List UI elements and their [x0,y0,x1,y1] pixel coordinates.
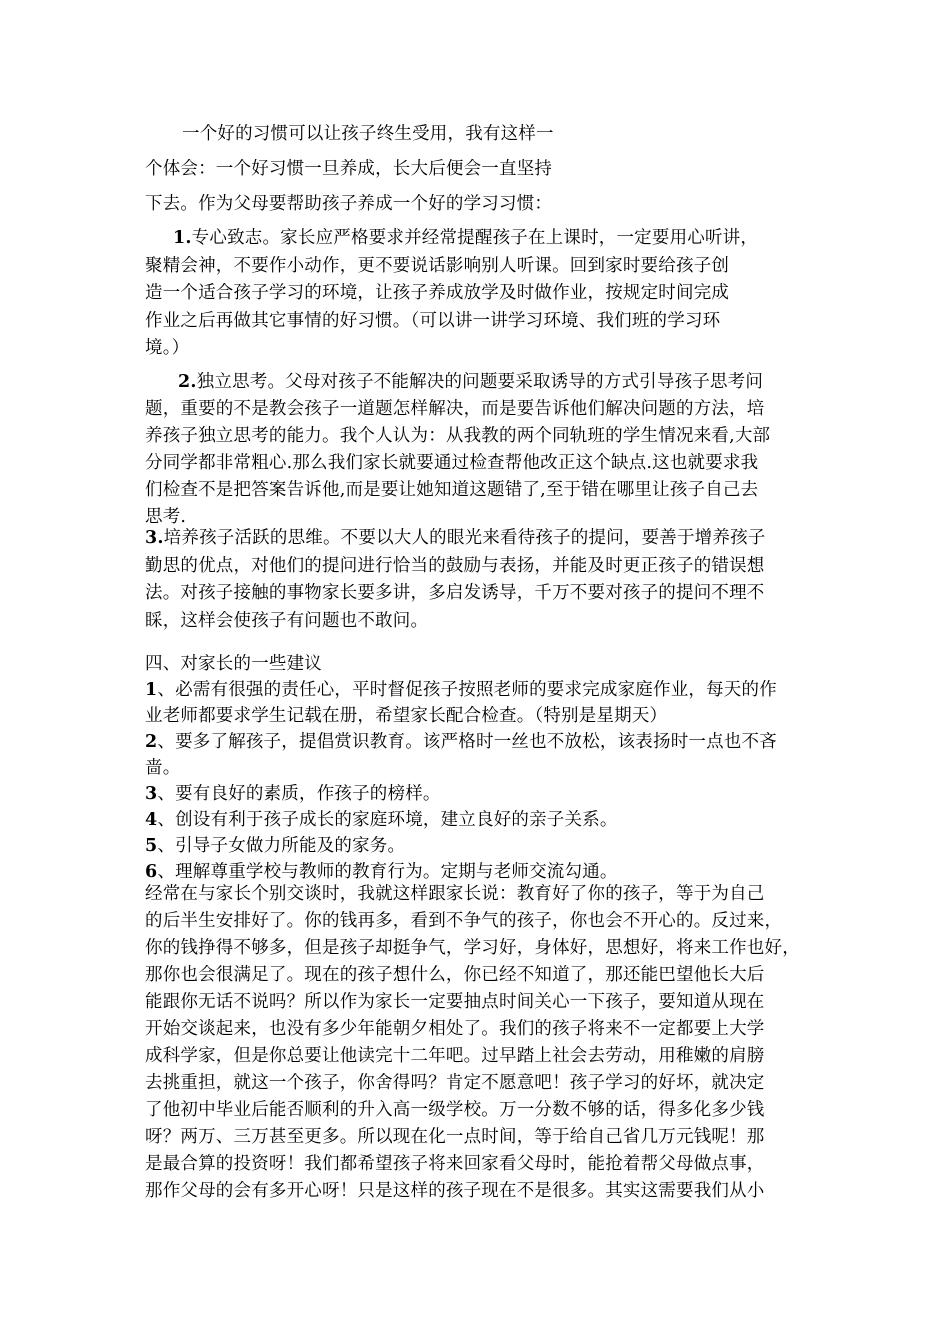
habit-2-number: 2. [178,372,197,392]
habit-2-line: 题，重要的不是教会孩子一道题怎样解决，而是要告诉他们解决问题的方法，培 [145,399,765,419]
suggestion-number: 3 [145,784,158,804]
intro-line: 个体会：一个好习惯一旦养成，长大后便会一直坚持 [145,159,553,179]
habit-1-line: 聚精会神，不要作小动作，更不要说话影响别人听课。回到家时要给孩子创 [145,255,730,276]
habit-2-line: 分同学都非常粗心.那么我们家长就要通过检查帮他改正这个缺点.这也就要求我 [145,453,759,473]
suggestions-section [145,651,810,885]
closing-line: 那作父母的会有多开心呀！只是这样的孩子现在不是很多。其实这需要我们从小 [145,1181,765,1201]
habit-3-text: 培养孩子活跃的思维。不要以大人的眼光来看待孩子的提问，要善于增养孩子 [163,528,766,548]
closing-line: 了他初中毕业后能否顺利的升入高一级学校。万一分数不够的话，得多化多少钱 [145,1100,765,1120]
suggestion-text: 、创设有利于孩子成长的家庭环境，建立良好的亲子关系。 [157,810,618,830]
closing-line: 经常在与家长个别交谈时，我就这样跟家长说：教育好了你的孩子，等于为自己 [145,884,765,904]
habit-3-line: 法。对孩子接触的事物家长要多讲，多启发诱导，千万不要对孩子的提问不理不 [145,583,765,603]
habit-2-paragraph [145,369,810,531]
habit-2-line: 思考. [145,507,187,527]
closing-line: 开始交谈起来，也没有多少年能朝夕相处了。我们的孩子将来不一定都要上大学 [145,1019,765,1039]
habit-2-line [145,369,810,396]
closing-line: 的后半生安排好了。你的钱再多，看到不争气的孩子，你也会不开心的。反过来， [145,911,783,931]
suggestions-heading: 四、对家长的一些建议 [145,654,322,674]
habit-3-paragraph [145,525,810,635]
closing-line: 去挑重担，就这一个孩子，你舍得吗？肯定不愿意吧！孩子学习的好坏，就决定 [145,1073,765,1093]
habit-2-line: 养孩子独立思考的能力。我个人认为：从我教的两个同轨班的学生情况来看,大部 [145,426,771,446]
suggestion-text: 、要多了解孩子，提倡赏识教育。该严格时一丝也不放松，该表扬时一点也不吝 [157,732,777,752]
suggestion-number: 4 [145,810,158,830]
closing-line: 成科学家，但是你总要让他读完十二年吧。过早踏上社会去劳动，用稚嫩的肩膀 [145,1046,765,1066]
closing-line: 是最合算的投资呀！我们都希望孩子将来回家看父母时，能抢着帮父母做点事， [145,1154,765,1174]
habit-2-text: 独立思考。父母对孩子不能解决的问题要采取诱导的方式引导孩子思考问 [196,372,764,392]
closing-line: 能跟你无话不说吗？所以作为家长一定要抽点时间关心一下孩子，要知道从现在 [145,992,765,1012]
suggestion-number: 6 [145,862,158,882]
closing-line: 那你也会很满足了。现在的孩子想什么，你已经不知道了，那还能巴望他长大后 [145,965,765,985]
habit-1-line: 境。） [145,338,190,358]
suggestion-text: 、必需有很强的责任心，平时督促孩子按照老师的要求完成家庭作业，每天的作 [157,680,777,700]
suggestion-text: 、理解尊重学校与教师的教育行为。定期与老师交流勾通。 [157,862,618,882]
suggestion-text: 、引导子女做力所能及的家务。 [157,836,406,856]
habit-1-line: 造一个适合孩子学习的环境，让孩子养成放学及时做作业，按规定时间完成 [145,283,730,303]
suggestion-item [145,677,810,703]
suggestion-item [145,833,810,859]
intro-line: 一个好的习惯可以让孩子终生受用，我有这样一 [182,124,554,144]
habit-1-number: 1. [173,228,192,248]
habit-2-line: 们检查不是把答案告诉他,而是要让她知道这题错了,至于错在哪里让孩子自己去 [145,480,759,500]
habit-1-paragraph [145,225,810,363]
suggestion-number: 1 [145,680,158,700]
suggestion-item-continued: 业老师都要求学生记载在册，希望家长配合检查。（特别是星期天） [145,706,668,726]
closing-line: 你的钱挣得不够多，但是孩子却挺争气，学习好，身体好，思想好，将来工作也好， [145,938,800,958]
closing-line: 呀？两万、三万甚至更多。所以现在化一点时间，等于给自己省几万元钱呢！那 [145,1127,765,1147]
suggestion-number: 5 [145,836,158,856]
suggestion-item [145,781,810,807]
habit-1-line [145,225,810,253]
suggestion-item-continued: 啬。 [145,758,181,778]
habit-3-number: 3. [145,528,164,548]
suggestion-item [145,807,810,833]
suggestion-number: 2 [145,732,158,752]
suggestion-item [145,729,810,755]
habit-3-line: 睬，这样会使孩子有问题也不敢问。 [145,610,429,631]
suggestion-text: 、要有良好的素质，作孩子的榜样。 [157,784,441,804]
habit-3-line [145,525,810,553]
closing-paragraph [145,881,810,1205]
habit-1-text: 专心致志。家长应严格要求并经常提醒孩子在上课时，一定要用心听讲， [191,228,759,248]
intro-line: 下去。作为父母要帮助孩子养成一个好的学习习惯： [145,194,553,214]
habit-3-line: 勤思的优点，对他们的提问进行恰当的鼓励与表扬，并能及时更正孩子的错误想 [145,555,765,576]
habit-1-line: 作业之后再做其它事情的好习惯。（可以讲一讲学习环境、我们班的学习环 [145,310,721,331]
intro-paragraph [145,118,810,220]
